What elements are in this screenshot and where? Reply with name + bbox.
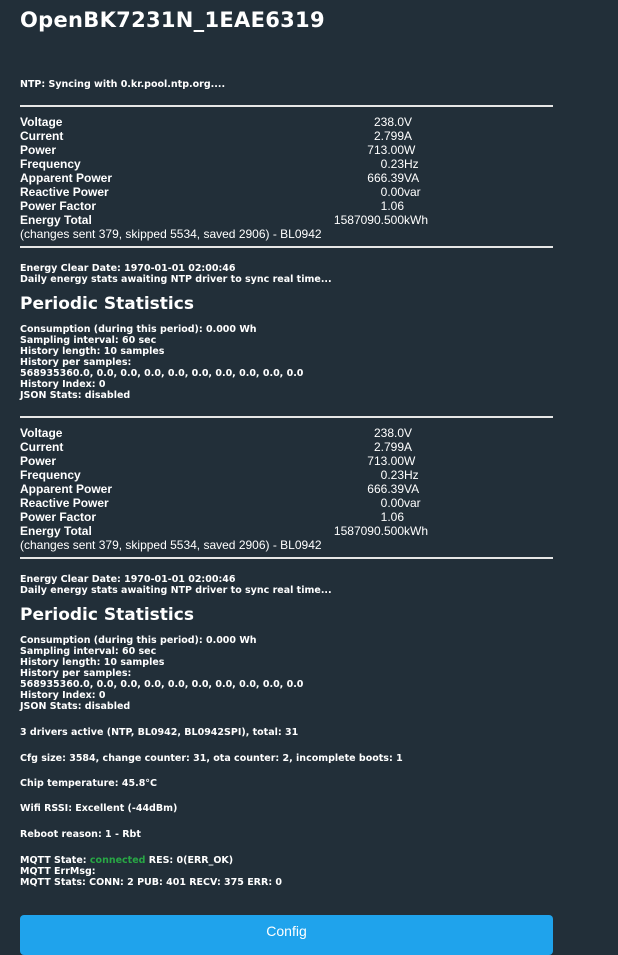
cfg-info: Cfg size: 3584, change counter: 31, ota counter: 2, incomplete boots: 1: [20, 753, 403, 764]
page-title: OpenBK7231N_1EAE6319: [20, 8, 325, 32]
stat-line: JSON Stats: disabled: [20, 701, 131, 712]
stat-line: 568935360.0, 0.0, 0.0, 0.0, 0.0, 0.0, 0.0, 0.0, 0.0, 0.0: [20, 679, 304, 690]
daily-stats-status: Daily energy stats awaiting NTP driver to sync real time...: [20, 274, 332, 285]
config-button[interactable]: Config: [20, 915, 553, 955]
stat-line: Sampling interval: 60 sec: [20, 335, 157, 346]
measurement-unit: W: [404, 143, 416, 157]
stat-line: History length: 10 samples: [20, 657, 165, 668]
periodic-statistics: [20, 635, 553, 712]
wifi-rssi: Wifi RSSI: Excellent (-44dBm): [20, 803, 178, 814]
mqtt-state: [20, 855, 553, 866]
measurement-unit: V: [404, 426, 413, 440]
measurement-unit: Hz: [404, 468, 419, 482]
measurement-unit: kWh: [404, 524, 428, 538]
measurement-value: 713.00: [367, 143, 404, 157]
daily-stats-status: Daily energy stats awaiting NTP driver to sync real time...: [20, 585, 332, 596]
measurement-label: Voltage: [20, 426, 63, 440]
measurement-value: 2.799: [373, 440, 404, 454]
measurement-label: Voltage: [20, 115, 63, 129]
measurement-value: 2.799: [373, 129, 404, 143]
table-row: [20, 171, 553, 185]
measurement-unit: [404, 510, 553, 524]
table-row: [20, 213, 553, 227]
stat-line: History per samples:: [20, 668, 132, 679]
mqtt-state-value: connected: [89, 855, 146, 866]
measurement-value: 1.06: [380, 199, 404, 213]
table-row: [20, 482, 553, 496]
measurement-value: 713.00: [367, 454, 404, 468]
measurement-table: [20, 426, 553, 538]
measurement-value: 1.06: [380, 510, 404, 524]
measurement-label: Current: [20, 440, 64, 454]
table-row: [20, 496, 553, 510]
measurement-label: Apparent Power: [20, 482, 113, 496]
measurement-label: Reactive Power: [20, 496, 109, 510]
measurement-unit: [404, 199, 553, 213]
measurement-unit: VA: [404, 171, 420, 185]
mqtt-info: [20, 855, 553, 888]
measurement-unit: VA: [404, 482, 420, 496]
measurement-label: Energy Total: [20, 524, 92, 538]
table-row: [20, 468, 553, 482]
stat-line: 568935360.0, 0.0, 0.0, 0.0, 0.0, 0.0, 0.0, 0.0, 0.0, 0.0: [20, 368, 304, 379]
measurement-unit: A: [404, 129, 413, 143]
mqtt-state-label: MQTT State:: [20, 855, 90, 866]
measurement-value: 238.0: [373, 115, 404, 129]
table-row: [20, 143, 553, 157]
stat-line: Consumption (during this period): 0.000 Wh: [20, 324, 257, 335]
measurement-value: 0.00: [380, 185, 404, 199]
measurement-unit: kWh: [404, 213, 428, 227]
table-row: [20, 510, 553, 524]
measurement-label: Frequency: [20, 468, 81, 482]
energy-clear-date: Energy Clear Date: 1970-01-01 02:00:46: [20, 574, 236, 585]
stat-line: Consumption (during this period): 0.000 Wh: [20, 635, 257, 646]
table-row: [20, 129, 553, 143]
changes-summary: (changes sent 379, skipped 5534, saved 2906) - BL0942: [20, 538, 322, 552]
table-row: [20, 524, 553, 538]
table-row: [20, 185, 553, 199]
measurement-value: 666.39: [367, 171, 404, 185]
divider: [20, 416, 553, 418]
measurement-unit: var: [404, 185, 421, 199]
divider: [20, 105, 553, 107]
table-row: [20, 454, 553, 468]
measurement-label: Power Factor: [20, 510, 97, 524]
mqtt-stats: MQTT Stats: CONN: 2 PUB: 401 RECV: 375 ERR: 0: [20, 877, 283, 888]
divider: [20, 246, 553, 248]
main-content: [20, 0, 553, 888]
drivers-info: 3 drivers active (NTP, BL0942, BL0942SPI), total: 31: [20, 727, 299, 738]
chip-temperature: Chip temperature: 45.8°C: [20, 778, 158, 789]
measurement-label: Reactive Power: [20, 185, 109, 199]
mqtt-state-result: RES: 0(ERR_OK): [145, 855, 234, 866]
measurement-value: 0.23: [380, 468, 404, 482]
ntp-status: NTP: Syncing with 0.kr.pool.ntp.org....: [20, 79, 226, 90]
stat-line: Sampling interval: 60 sec: [20, 646, 157, 657]
measurement-label: Apparent Power: [20, 171, 113, 185]
table-row: [20, 115, 553, 129]
measurement-label: Power: [20, 143, 57, 157]
measurement-label: Energy Total: [20, 213, 92, 227]
periodic-statistics-heading: Periodic Statistics: [20, 294, 194, 314]
measurement-value: 666.39: [367, 482, 404, 496]
measurement-unit: V: [404, 115, 413, 129]
measurement-value: 0.00: [380, 496, 404, 510]
table-row: [20, 157, 553, 171]
periodic-statistics-heading: Periodic Statistics: [20, 605, 194, 625]
measurement-unit: A: [404, 440, 413, 454]
measurement-value: 0.23: [380, 157, 404, 171]
divider: [20, 557, 553, 559]
table-row: [20, 426, 553, 440]
measurement-table: [20, 115, 553, 227]
energy-clear-date: Energy Clear Date: 1970-01-01 02:00:46: [20, 263, 236, 274]
table-row: [20, 440, 553, 454]
measurement-label: Power: [20, 454, 57, 468]
measurement-label: Power Factor: [20, 199, 97, 213]
measurement-unit: W: [404, 454, 416, 468]
measurement-value: 1587090.500: [333, 213, 404, 227]
stat-line: History Index: 0: [20, 690, 106, 701]
measurement-value: 1587090.500: [333, 524, 404, 538]
measurement-value: 238.0: [373, 426, 404, 440]
stat-line: History length: 10 samples: [20, 346, 165, 357]
stat-line: History Index: 0: [20, 379, 106, 390]
periodic-statistics: [20, 324, 553, 401]
reboot-reason: Reboot reason: 1 - Rbt: [20, 829, 141, 840]
measurement-unit: var: [404, 496, 421, 510]
measurement-label: Current: [20, 129, 64, 143]
mqtt-errmsg: MQTT ErrMsg:: [20, 866, 96, 877]
changes-summary: (changes sent 379, skipped 5534, saved 2906) - BL0942: [20, 227, 322, 241]
stat-line: JSON Stats: disabled: [20, 390, 131, 401]
table-row: [20, 199, 553, 213]
measurement-label: Frequency: [20, 157, 81, 171]
measurement-unit: Hz: [404, 157, 419, 171]
stat-line: History per samples:: [20, 357, 132, 368]
